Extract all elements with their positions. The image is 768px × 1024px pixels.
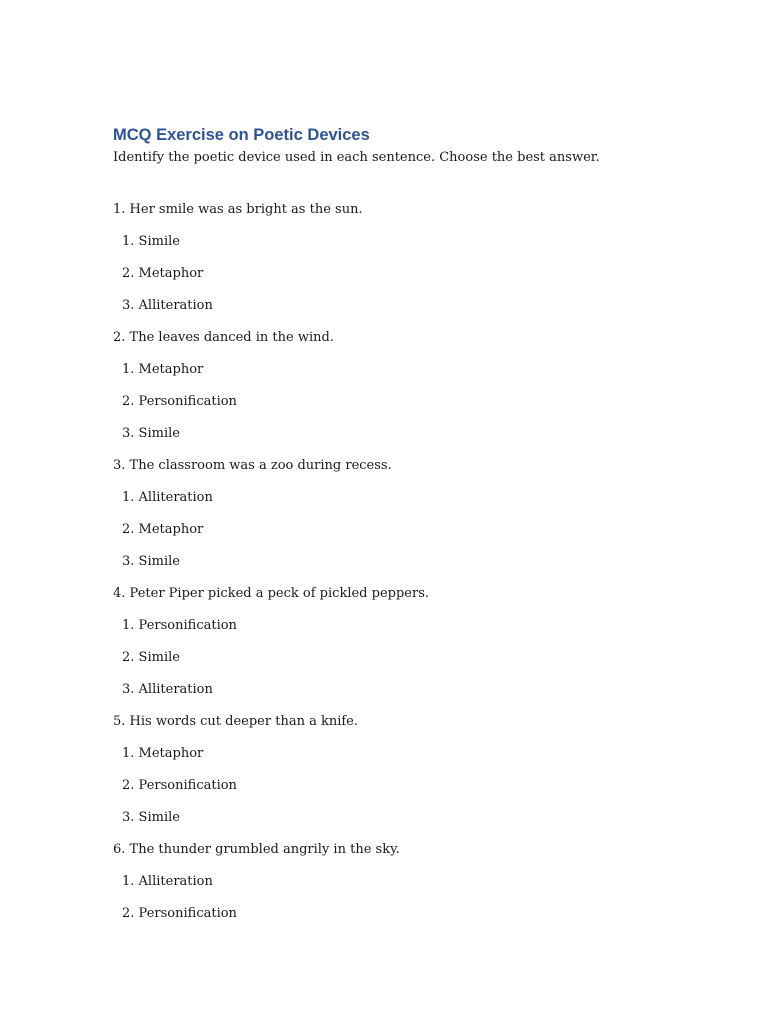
option-number: 1 . [122, 234, 139, 249]
question-sentence: The classroom was a zoo during recess. [129, 458, 392, 473]
option-label: Alliteration [138, 298, 213, 313]
question-sentence: His words cut deeper than a knife. [129, 714, 358, 729]
question-text [113, 839, 713, 871]
option-number: 2 . [122, 778, 139, 793]
question-list [113, 199, 713, 935]
option-number: 1 . [122, 746, 139, 761]
answer-option [113, 263, 713, 295]
option-label: Alliteration [138, 490, 213, 505]
question-number: 4 . [113, 586, 130, 601]
option-label: Metaphor [138, 522, 204, 537]
option-label: Simile [138, 650, 180, 665]
answer-option [113, 231, 713, 263]
answer-option [113, 775, 713, 807]
option-number: 1 . [122, 618, 139, 633]
answer-option [113, 679, 713, 711]
option-number: 2 . [122, 394, 139, 409]
option-number: 1 . [122, 490, 139, 505]
answer-option [113, 647, 713, 679]
answer-option [113, 615, 713, 647]
question-text [113, 455, 713, 487]
option-number: 3 . [122, 682, 139, 697]
question-sentence: The thunder grumbled angrily in the sky. [129, 842, 400, 857]
question-item [113, 583, 713, 711]
question-number: 2 . [113, 330, 130, 345]
option-label: Simile [138, 810, 180, 825]
question-item [113, 327, 713, 455]
question-number: 5 . [113, 714, 130, 729]
option-number: 1 . [122, 874, 139, 889]
option-list [113, 359, 713, 455]
option-label: Simile [138, 234, 180, 249]
question-text [113, 327, 713, 359]
option-number: 1 . [122, 362, 139, 377]
option-label: Metaphor [138, 266, 204, 281]
option-label: Simile [138, 426, 180, 441]
option-label: Metaphor [138, 362, 204, 377]
option-label: Personification [138, 618, 237, 633]
option-number: 2 . [122, 522, 139, 537]
answer-option [113, 519, 713, 551]
answer-option [113, 551, 713, 583]
question-number: 6 . [113, 842, 130, 857]
option-label: Simile [138, 554, 180, 569]
question-text [113, 583, 713, 615]
answer-option [113, 743, 713, 775]
answer-option [113, 871, 713, 903]
question-text [113, 199, 713, 231]
option-list [113, 615, 713, 711]
answer-option [113, 423, 713, 455]
option-label: Personification [138, 778, 237, 793]
question-item [113, 711, 713, 839]
option-label: Personification [138, 906, 237, 921]
option-label: Metaphor [138, 746, 204, 761]
option-number: 2 . [122, 266, 139, 281]
option-list [113, 743, 713, 839]
question-sentence: Peter Piper picked a peck of pickled peppers. [129, 586, 429, 601]
question-text [113, 711, 713, 743]
option-list [113, 487, 713, 583]
option-number: 3 . [122, 298, 139, 313]
question-number: 1 . [113, 202, 130, 217]
question-sentence: The leaves danced in the wind. [129, 330, 334, 345]
answer-option [113, 903, 713, 935]
option-number: 2 . [122, 906, 139, 921]
answer-option [113, 391, 713, 423]
option-number: 2 . [122, 650, 139, 665]
answer-option [113, 295, 713, 327]
option-list [113, 871, 713, 935]
option-number: 3 . [122, 426, 139, 441]
option-label: Personification [138, 394, 237, 409]
answer-option [113, 359, 713, 391]
option-label: Alliteration [138, 874, 213, 889]
option-label: Alliteration [138, 682, 213, 697]
answer-option [113, 487, 713, 519]
document-page [113, 124, 713, 935]
option-number: 3 . [122, 810, 139, 825]
question-item [113, 199, 713, 327]
instructions-text: Identify the poetic device used in each sentence. Choose the best answer. [113, 150, 600, 165]
document-title: MCQ Exercise on Poetic Devices [113, 126, 370, 144]
option-number: 3 . [122, 554, 139, 569]
answer-option [113, 807, 713, 839]
question-number: 3 . [113, 458, 130, 473]
option-list [113, 231, 713, 327]
question-item [113, 839, 713, 935]
question-item [113, 455, 713, 583]
question-sentence: Her smile was as bright as the sun. [129, 202, 363, 217]
